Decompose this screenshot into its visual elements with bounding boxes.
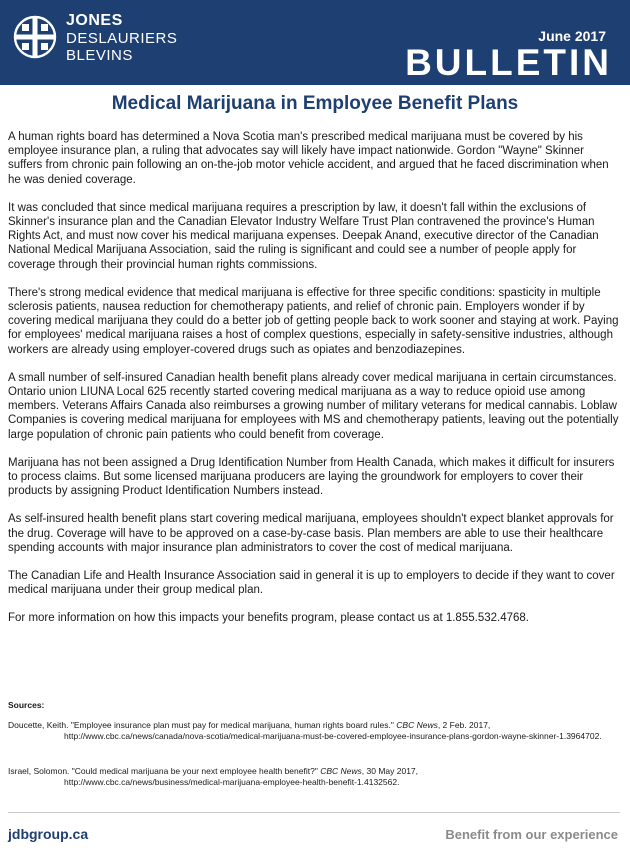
citation-publication: CBC News	[396, 720, 438, 730]
citation-url[interactable]: http://www.cbc.ca/news/canada/nova-scotia/medical-marijuana-must-be-covered-employee-insurance-plans-gordon-wayne-skinner-1.3964702.	[64, 731, 602, 741]
footer-divider	[8, 812, 620, 813]
paragraph: There's strong medical evidence that medical marijuana is effective for three specific conditions: spasticity in multiple sclerosis patients, nausea reduction for chemotherapy patients, and relief of chronic pain. Employers wonder if by covering medical marijuana they could do a better job of getting people back to work sooner and staying at work. Paying for employees' medical marijuana raises a host of complex questions, especially in safety-sensitive industries, although workers are already using employer-covered drugs such as opiates and benzodiazepines.	[8, 286, 619, 356]
issue-date: June 2017	[538, 28, 606, 44]
footer-website-link[interactable]: jdbgroup.ca	[8, 826, 89, 842]
logo-line-2: DESLAURIERS	[66, 30, 178, 47]
citation-url[interactable]: http://www.cbc.ca/news/business/medical-marijuana-employee-health-benefit-1.4132562.	[64, 777, 400, 787]
header-banner	[0, 0, 630, 85]
citation-lead: Israel, Solomon. "Could medical marijuana be your next employee health benefit?"	[8, 766, 321, 776]
paragraph: It was concluded that since medical marijuana requires a prescription by law, it doesn't fall within the exclusions of Skinner's insurance plan and the Canadian Elevator Industry Welfare Trust Plan contravened the province's Human Rights Act, and must now cover his medical marijuana expenses. Deepak Anand, executive director of the Canadian National Medical Marijuana Association, said the ruling is significant and could see a number of people apply for coverage through their provincial human rights commissions.	[8, 201, 599, 271]
citation-date: , 2 Feb. 2017,	[437, 720, 491, 730]
paragraph: Marijuana has not been assigned a Drug Identification Number from Health Canada, which makes it difficult for insurers to process claims. But some licensed marijuana producers are laying the groundwork for employers to cover their products by assigning Product Identification Numbers instead.	[8, 456, 615, 498]
logo-wordmark	[66, 13, 177, 63]
contact-paragraph: For more information on how this impacts your benefits program, please contact us at 1.855.532.4768.	[8, 612, 529, 625]
paragraph: A human rights board has determined a Nova Scotia man's prescribed medical marijuana must be covered by his employee insurance plan, a ruling that advocates say will likely have impact nationwide. Gordon "Wayne" Skinner suffers from chronic pain following an on-the-job motor vehicle accident, and argued that he faced discrimination when he was denied coverage.	[8, 131, 609, 186]
bulletin-heading: BULLETIN	[405, 42, 612, 83]
page-title: Medical Marijuana in Employee Benefit Plans	[111, 93, 519, 114]
source-citation	[8, 720, 618, 742]
paragraph: A small number of self-insured Canadian health benefit plans already cover medical marijuana in certain circumstances. Ontario union LIUNA Local 625 recently started covering medical marijuana as a way to reduce opioid use among members. Veterans Affairs Canada also reimburses a growing number of military veterans for medical cannabis. Loblaw Companies is covering medical marijuana for employees with MS and chemotherapy patients, leaving out the potentially large population of chronic pain patients who could benefit from coverage.	[8, 371, 619, 441]
jdb-logo-icon	[12, 14, 58, 60]
logo-line-1: JONES	[66, 12, 123, 29]
article-body	[8, 130, 620, 640]
source-citation	[8, 766, 618, 788]
citation-date: , 30 May 2017,	[361, 766, 419, 776]
paragraph: The Canadian Life and Health Insurance Association said in general it is up to employers to decide if they want to cover medical marijuana under their group medical plan.	[8, 570, 615, 597]
citation-lead: Doucette, Keith. "Employee insurance plan must pay for medical marijuana, human rights board rules."	[8, 720, 397, 730]
sources-heading: Sources:	[8, 700, 45, 710]
footer-tagline: Benefit from our experience	[445, 827, 618, 842]
citation-publication: CBC News	[320, 766, 362, 776]
logo-line-3: BLEVINS	[66, 47, 133, 64]
paragraph: As self-insured health benefit plans start covering medical marijuana, employees shouldn't expect blanket approvals for the drug. Coverage will have to be approved on a case-by-case basis. Plan members are able to use their healthcare spending accounts with major insurance plan administrators to cover the cost of medical marijuana.	[8, 513, 614, 554]
